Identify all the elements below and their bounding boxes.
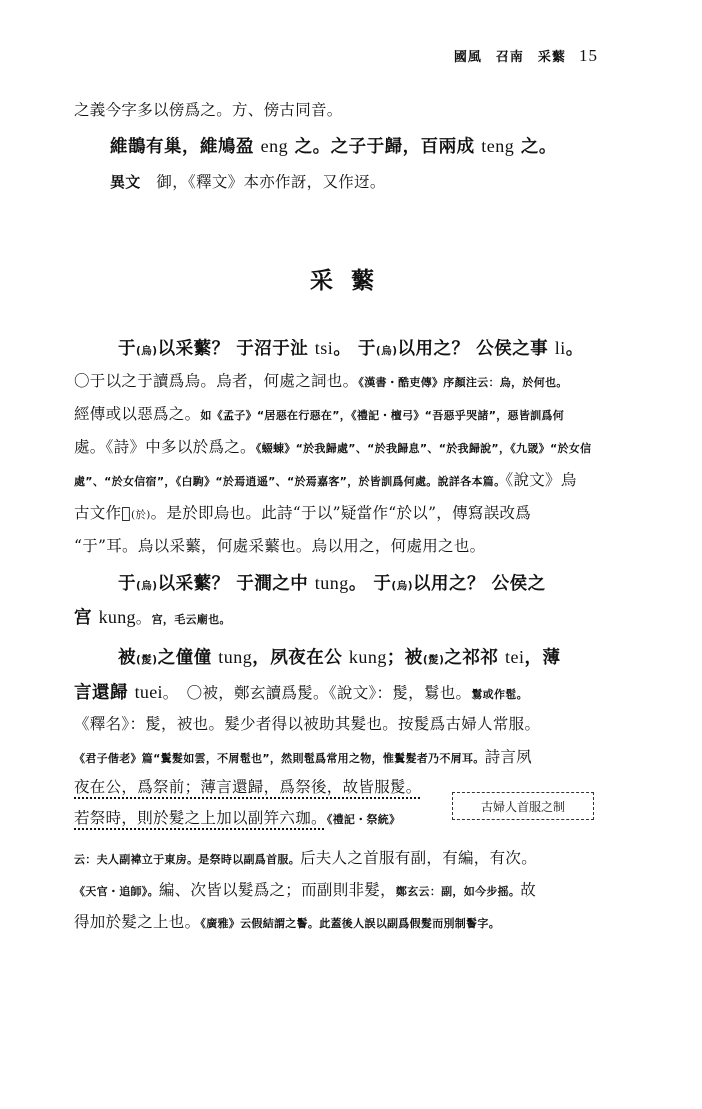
section-heading: 采蘩 xyxy=(310,268,392,294)
variant-label: 異文 xyxy=(110,173,141,191)
commentary-line: 〇于以之于讀爲烏。烏者，何處之詞也。《漢書・酷吏傳》序顏注云：烏，於何也。 xyxy=(74,372,568,390)
commentary-line: 《釋名》：髲，被也。髮少者得以被助其髮也。按髲爲古婦人常服。 xyxy=(74,715,541,733)
ancient-glyph: 𢑳 xyxy=(121,504,132,522)
poem-stanza-2: 于(烏)以采蘩？ 于澗之中 tung。 于(烏)以用之？ 公侯之 xyxy=(118,573,546,594)
commentary-line: 《君子偕老》篇“鬒髮如雲，不屑髢也”，然則髢爲常用之物，惟鬒髮者乃不屑耳。詩言夙 xyxy=(74,748,532,766)
commentary-line: 經傳或以惡爲之。如《孟子》“居惡在行惡在”，《禮記・檀弓》“吾惡乎哭諸”，惡皆訓爲何 xyxy=(74,405,565,423)
variant-text-line: 異文 御，《釋文》本亦作訝，又作迓。 xyxy=(110,173,386,191)
poem-stanza-3: 被(髲)之僮僮 tung，夙夜在公 kung；被(髲)之祁祁 tei，薄 xyxy=(118,647,561,668)
running-header xyxy=(454,46,598,66)
commentary-line: 處。《詩》中多以於爲之。《蝃蝀》“於我歸處”、“於我歸息”、“於我歸說”，《九罭》“於女信 xyxy=(74,438,592,456)
commentary-line: 得加於髮之上也。《廣雅》云假結謂之鬠。此蓋後人誤以副爲假髮而別制鬠字。 xyxy=(74,913,501,931)
commentary-line: “于”耳。烏以采蘩，何處采蘩也。烏以用之，何處用之也。 xyxy=(74,537,486,555)
poem-stanza-1: 于(烏)以采蘩？ 于沼于沚 tsi。 于(烏)以用之？ 公侯之事 li。 xyxy=(118,338,584,359)
margin-note: 古婦人首服之制 xyxy=(452,792,594,820)
page-number: 15 xyxy=(579,46,598,65)
poem-line-1: 維鵲有巢，維鳩盈 eng 之。之子于歸，百兩成 teng 之。 xyxy=(110,136,557,157)
commentary-line: 古文作𢑳(於)。是於即烏也。此詩“于以”疑當作“於以”，傳寫誤改爲 xyxy=(74,504,532,522)
commentary-line: 處”、“於女信宿”，《白駒》“於焉逍遥”、“於焉嘉客”，於皆訓爲何處。說詳各本篇。《說文》烏 xyxy=(74,471,577,489)
commentary-line: 云：夫人副褘立于東房。是祭時以副爲首服。后夫人之首服有副，有編，有次。 xyxy=(74,849,538,867)
poem-stanza-2-end: 宫 kung。宫，毛云廟也。 xyxy=(74,607,231,628)
commentary-line: 《天官・追師》。編、次皆以髮爲之；而副則非髮，鄭玄云：副，如今步摇。故 xyxy=(74,881,537,899)
emphasized-line: 夜在公，爲祭前；薄言還歸，爲祭後，故皆服髲。 xyxy=(74,778,422,796)
text-line-1: 之義今字多以傍爲之。方、傍古同音。 xyxy=(74,101,343,119)
header-title: 國風 召南 采蘩 xyxy=(453,50,566,65)
emphasized-line: 若祭時，則於髮之上加以副笄六珈。《禮記・祭統》 xyxy=(74,809,401,827)
commentary-line: 言還歸 tuei。 〇被，鄭玄讀爲髲。《說文》：髲，鬄也。鬄或作髢。 xyxy=(74,682,528,703)
